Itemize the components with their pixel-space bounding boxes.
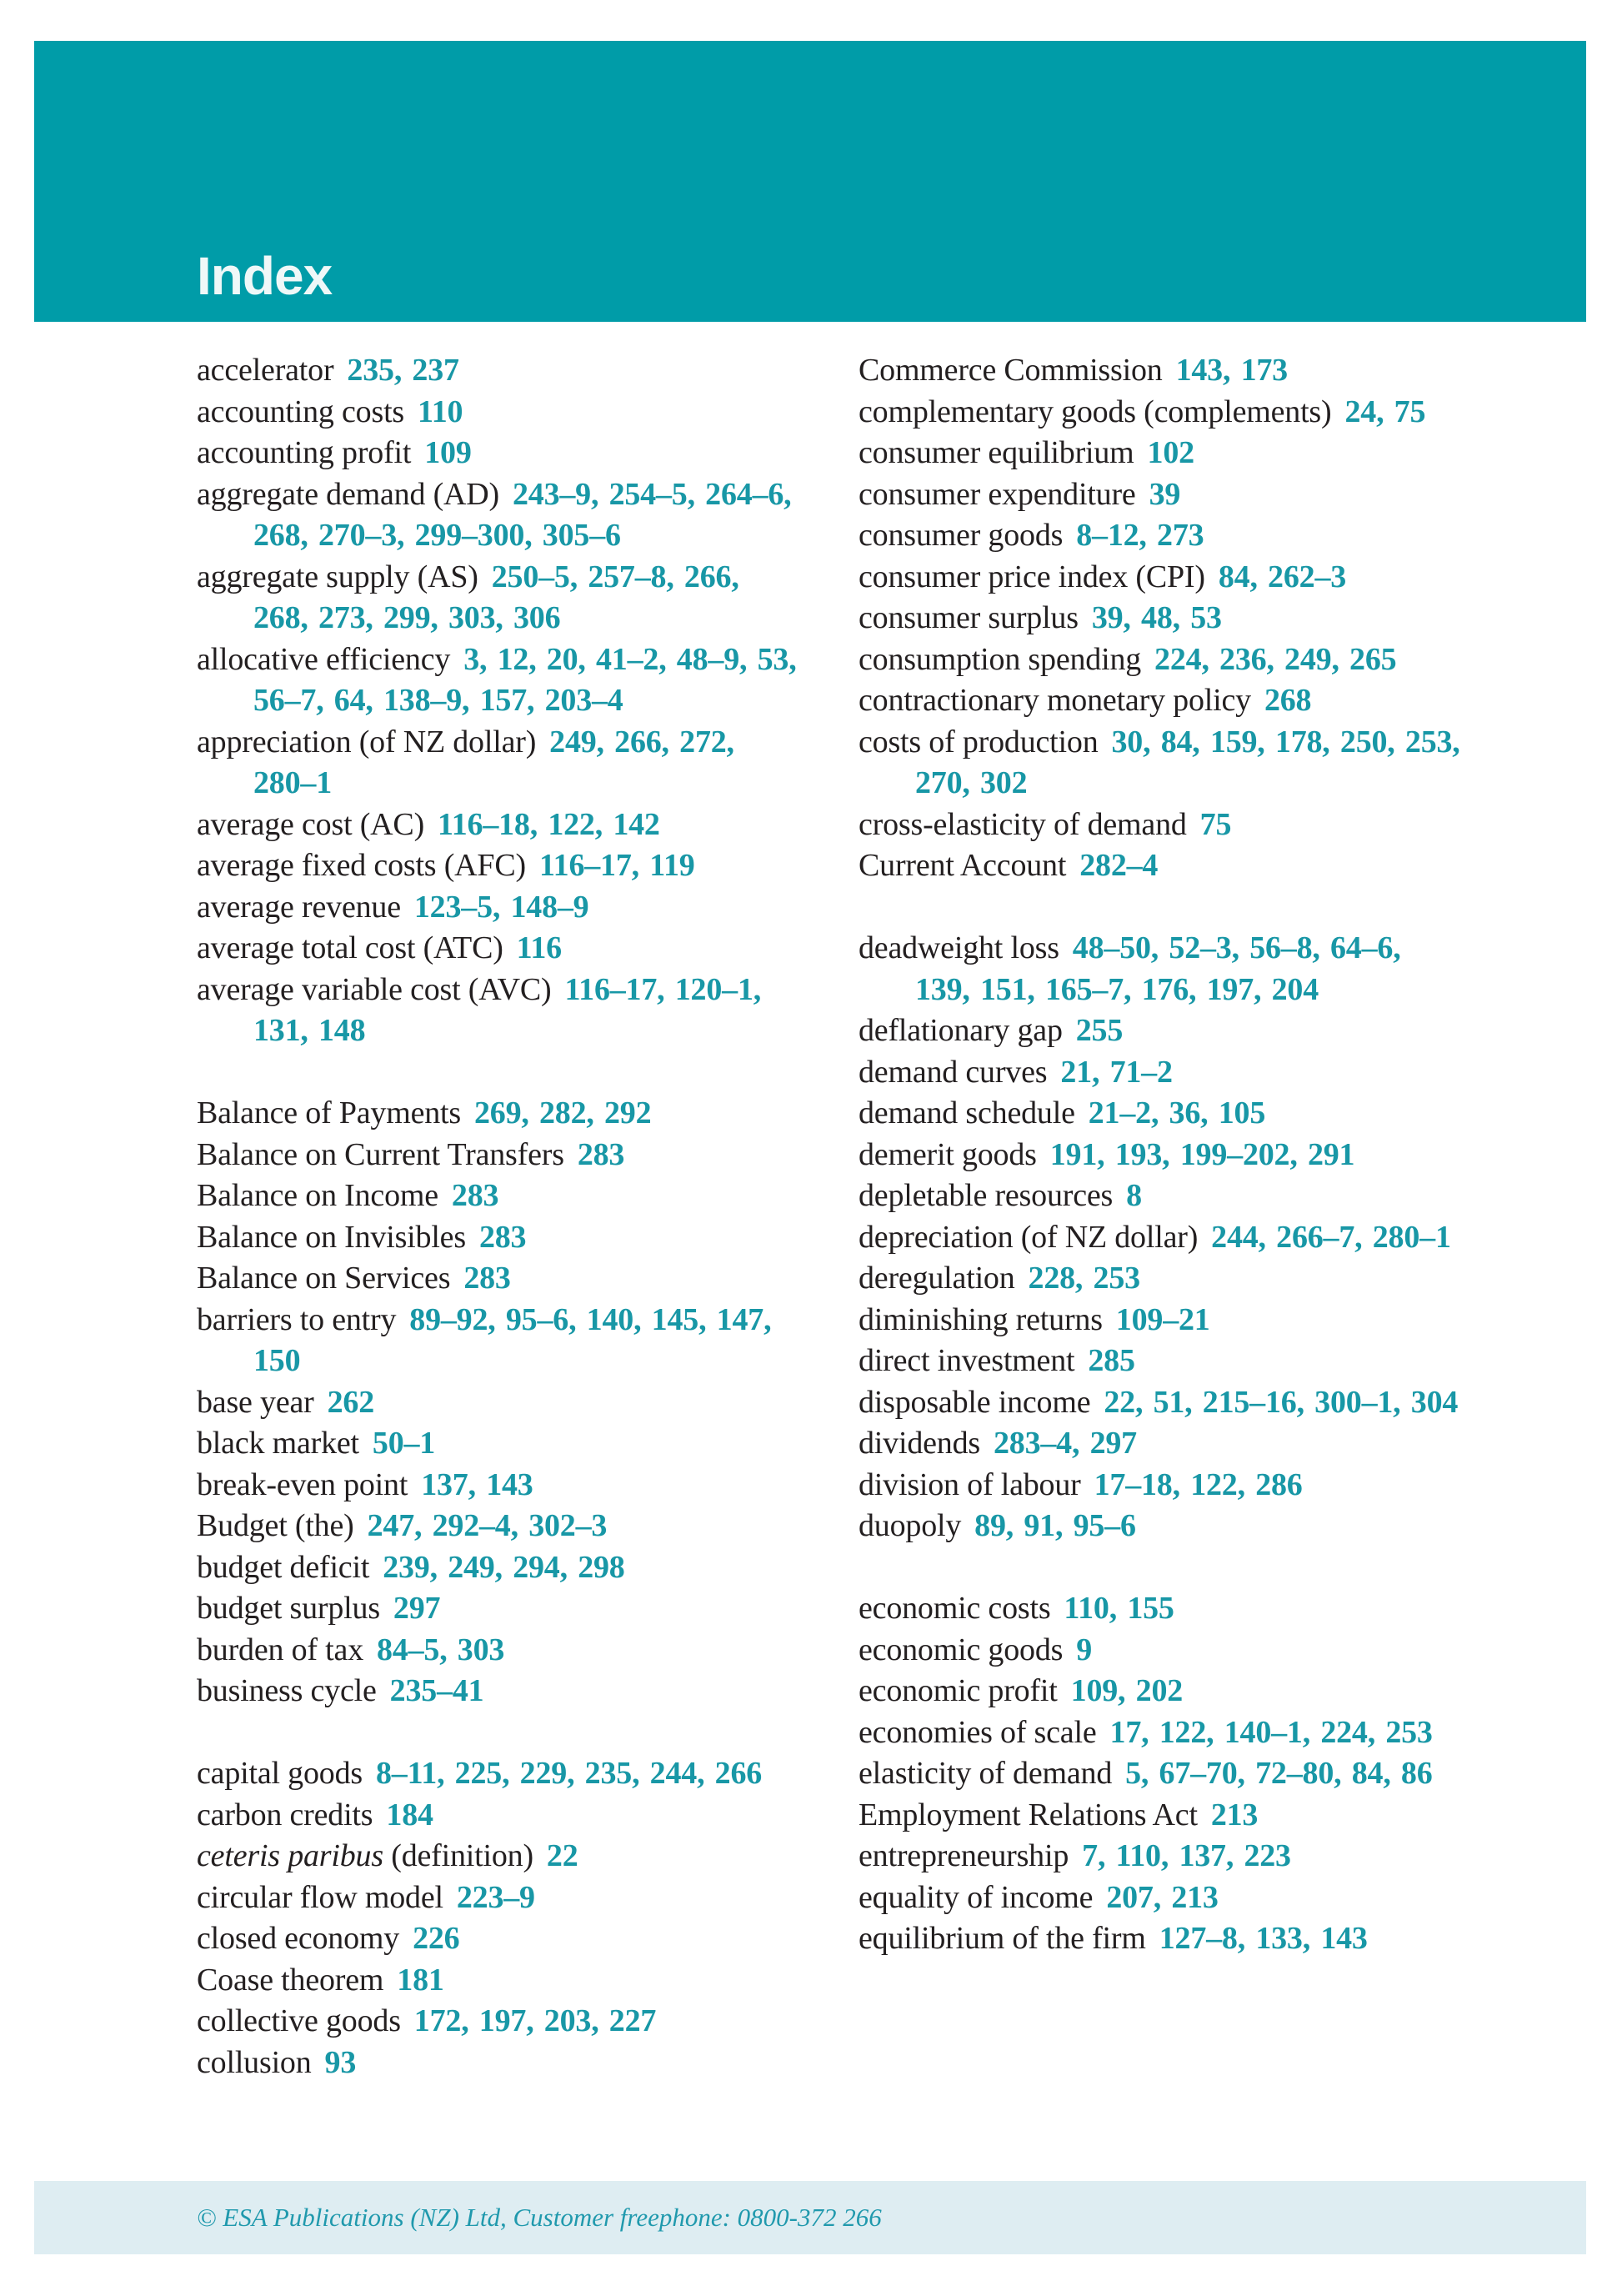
entry-pages: 110 (418, 394, 463, 429)
index-entry (859, 722, 1463, 805)
index-entry (197, 1753, 801, 1795)
index-group (859, 1588, 1463, 1960)
index-entry (859, 1217, 1463, 1259)
entry-term: average total cost (ATC) (197, 930, 503, 965)
entry-term: collusion (197, 2044, 312, 2080)
index-entry (197, 1258, 801, 1300)
index-entry (197, 1877, 801, 1919)
entry-pages: 127–8, 133, 143 (1159, 1921, 1368, 1956)
index-entry (197, 928, 801, 970)
index-entry (859, 350, 1463, 392)
entry-pages: 8–11, 225, 229, 235, 244, 266 (375, 1756, 763, 1791)
entry-pages: 39 (1149, 476, 1181, 512)
entry-pages: 8 (1126, 1178, 1142, 1213)
index-column-left (197, 350, 801, 2083)
entry-pages: 84–5, 303 (377, 1632, 505, 1667)
entry-pages: 283 (577, 1136, 625, 1172)
entry-pages: 48–50, 52–3, 56–8, 64–6, 139, 151, 165–7, 176, 197, 204 (915, 930, 1401, 1007)
entry-pages: 247, 292–4, 302–3 (367, 1508, 608, 1543)
index-entry (859, 1588, 1463, 1630)
index-entry (859, 928, 1463, 1010)
entry-pages: 75 (1199, 806, 1232, 842)
index-entry (859, 805, 1463, 846)
entry-pages: 243–9, 254–5, 264–6, 268, 270–3, 299–300, 305–6 (253, 476, 792, 553)
entry-term: capital goods (197, 1756, 363, 1791)
index-entry (197, 1093, 801, 1135)
entry-term: equality of income (859, 1879, 1094, 1915)
footer-bar (34, 2181, 1586, 2254)
entry-term: duopoly (859, 1508, 962, 1543)
entry-term: collective goods (197, 2003, 401, 2038)
index-entry (859, 1093, 1463, 1135)
entry-pages: 283 (451, 1178, 499, 1213)
entry-term: demand schedule (859, 1095, 1075, 1130)
index-entry (197, 557, 801, 639)
entry-pages: 110, 155 (1064, 1591, 1174, 1626)
entry-pages: 235, 237 (347, 353, 459, 388)
index-group (197, 1093, 801, 1712)
entry-term: Commerce Commission (859, 353, 1163, 388)
entry-pages: 282–4 (1079, 848, 1159, 883)
entry-pages: 22 (546, 1838, 578, 1873)
entry-pages: 244, 266–7, 280–1 (1211, 1219, 1451, 1255)
index-entry (859, 1753, 1463, 1795)
index-group (197, 1753, 801, 2083)
entry-term: deregulation (859, 1261, 1015, 1296)
index-entry (859, 1918, 1463, 1960)
entry-term: aggregate demand (AD) (197, 476, 499, 512)
entry-term: depreciation (of NZ dollar) (859, 1219, 1199, 1255)
entry-term: black market (197, 1426, 359, 1461)
index-entry (197, 1836, 801, 1877)
page-title: Index (197, 246, 333, 306)
index-entry (859, 1506, 1463, 1547)
index-entry (197, 1960, 801, 2002)
index-entry (859, 1630, 1463, 1672)
entry-pages: 239, 249, 294, 298 (383, 1549, 625, 1585)
entry-pages: 24, 75 (1344, 394, 1426, 429)
index-entry (197, 1382, 801, 1424)
entry-term: economic costs (859, 1591, 1051, 1626)
index-entry (859, 1258, 1463, 1300)
entry-pages: 109 (424, 435, 472, 470)
entry-pages: 7, 110, 137, 223 (1082, 1838, 1291, 1873)
entry-pages: 93 (324, 2044, 357, 2080)
entry-pages: 224, 236, 249, 265 (1154, 641, 1397, 677)
entry-term: carbon credits (197, 1797, 373, 1832)
entry-term: consumer equilibrium (859, 435, 1134, 470)
entry-pages: 172, 197, 203, 227 (413, 2003, 657, 2038)
entry-pages: 137, 143 (421, 1466, 533, 1502)
index-entry (859, 1671, 1463, 1712)
entry-pages: 5, 67–70, 72–80, 84, 86 (1125, 1756, 1433, 1791)
entry-term: consumption spending (859, 641, 1142, 677)
entry-term: consumer surplus (859, 600, 1079, 635)
entry-term: average variable cost (AVC) (197, 971, 552, 1007)
index-entry (197, 1217, 801, 1259)
entry-pages: 102 (1147, 435, 1194, 470)
entry-pages: 297 (393, 1591, 441, 1626)
index-entry (197, 1300, 801, 1382)
entry-pages: 283 (463, 1261, 511, 1296)
entry-term: business cycle (197, 1673, 377, 1708)
index-entry (197, 1135, 801, 1176)
entry-pages: 285 (1088, 1343, 1135, 1378)
entry-term: Balance on Income (197, 1178, 438, 1213)
index-entry (859, 598, 1463, 639)
entry-term: costs of production (859, 724, 1099, 759)
index-entry (197, 1918, 801, 1960)
entry-pages: 255 (1075, 1013, 1124, 1048)
entry-term: Balance of Payments (197, 1095, 461, 1130)
entry-term: division of labour (859, 1466, 1081, 1502)
entry-term: allocative efficiency (197, 641, 451, 677)
footer-text: © ESA Publications (NZ) Ltd, Customer freephone: 0800-372 266 (197, 2203, 882, 2232)
index-entry (197, 639, 801, 722)
entry-pages: 30, 84, 159, 178, 250, 253, 270, 302 (915, 724, 1460, 800)
entry-term: budget deficit (197, 1549, 370, 1585)
entry-term: break-even point (197, 1466, 408, 1502)
entry-term: deadweight loss (859, 930, 1059, 965)
entry-pages: 109–21 (1115, 1301, 1210, 1337)
entry-pages: 143, 173 (1175, 353, 1288, 388)
index-group (859, 350, 1463, 887)
index-entry (859, 474, 1463, 516)
entry-pages: 184 (386, 1797, 433, 1832)
entry-term: Balance on Current Transfers (197, 1136, 564, 1172)
index-entry (197, 845, 801, 887)
index-entry (197, 1588, 801, 1630)
index-entry (859, 1836, 1463, 1877)
entry-term: Balance on Invisibles (197, 1219, 466, 1255)
entry-term: direct investment (859, 1343, 1075, 1378)
entry-term: barriers to entry (197, 1301, 397, 1337)
index-entry (859, 433, 1463, 474)
index-entry (197, 392, 801, 434)
entry-pages: 9 (1076, 1632, 1093, 1667)
index-entry (197, 805, 801, 846)
entry-term: equilibrium of the firm (859, 1921, 1146, 1956)
entry-term: ceteris paribus (definition) (197, 1838, 533, 1873)
entry-pages: 207, 213 (1106, 1879, 1219, 1915)
entry-pages: 22, 51, 215–16, 300–1, 304 (1104, 1384, 1459, 1420)
entry-pages: 17, 122, 140–1, 224, 253 (1109, 1714, 1433, 1750)
entry-term: Coase theorem (197, 1962, 384, 1998)
index-column-right (859, 350, 1463, 1960)
index-entry (859, 680, 1463, 722)
entry-term: economies of scale (859, 1714, 1097, 1750)
entry-pages: 235–41 (389, 1673, 484, 1708)
entry-pages: 249, 266, 272, 280–1 (253, 724, 734, 800)
entry-term: diminishing returns (859, 1301, 1103, 1337)
index-entry (197, 1506, 801, 1547)
entry-pages: 262 (327, 1384, 375, 1420)
entry-pages: 269, 282, 292 (474, 1095, 652, 1130)
entry-pages: 181 (397, 1962, 444, 1998)
entry-term: economic goods (859, 1632, 1064, 1667)
index-entry (197, 1465, 801, 1506)
entry-pages: 213 (1210, 1797, 1259, 1832)
entry-term: demerit goods (859, 1136, 1037, 1172)
entry-pages: 283 (478, 1219, 527, 1255)
entry-pages: 268 (1264, 683, 1312, 718)
entry-pages: 116–17, 120–1, 131, 148 (253, 971, 762, 1048)
entry-term: deflationary gap (859, 1013, 1063, 1048)
index-entry (859, 1877, 1463, 1919)
entry-term: accounting costs (197, 394, 405, 429)
entry-term: average fixed costs (AFC) (197, 848, 526, 883)
index-entry (197, 2001, 801, 2043)
entry-pages: 226 (413, 1921, 460, 1956)
index-entry (859, 1465, 1463, 1506)
index-entry (197, 1176, 801, 1217)
entry-pages: 8–12, 273 (1076, 518, 1204, 553)
entry-term: demand curves (859, 1054, 1048, 1090)
entry-pages: 109, 202 (1070, 1673, 1184, 1708)
index-entry (197, 350, 801, 392)
entry-term: Employment Relations Act (859, 1797, 1198, 1832)
entry-pages: 89–92, 95–6, 140, 145, 147, 150 (253, 1301, 772, 1378)
entry-pages: 3, 12, 20, 41–2, 48–9, 53, 56–7, 64, 138–9, 157, 203–4 (253, 641, 797, 718)
entry-term: closed economy (197, 1921, 400, 1956)
index-entry (859, 1341, 1463, 1382)
entry-term: depletable resources (859, 1178, 1114, 1213)
index-entry (859, 1135, 1463, 1176)
index-entry (859, 1176, 1463, 1217)
entry-term: dividends (859, 1426, 980, 1461)
entry-term: consumer price index (CPI) (859, 559, 1205, 594)
index-entry (197, 474, 801, 557)
index-group (197, 350, 801, 1052)
index-entry (197, 2043, 801, 2084)
entry-term: appreciation (of NZ dollar) (197, 724, 537, 759)
index-entry (859, 1300, 1463, 1341)
entry-term: budget surplus (197, 1591, 380, 1626)
index-entry (197, 1671, 801, 1712)
entry-term: economic profit (859, 1673, 1058, 1708)
entry-term: average revenue (197, 889, 401, 925)
index-entry (197, 1795, 801, 1837)
index-entry (197, 433, 801, 474)
entry-term: base year (197, 1384, 314, 1420)
entry-pages: 223–9 (456, 1879, 535, 1915)
index-entry (197, 970, 801, 1052)
index-entry (859, 1712, 1463, 1754)
entry-term: average cost (AC) (197, 806, 425, 842)
index-entry (859, 845, 1463, 887)
entry-term: consumer expenditure (859, 476, 1136, 512)
index-entry (197, 1547, 801, 1589)
index-entry (859, 1382, 1463, 1424)
entry-pages: 21–2, 36, 105 (1088, 1095, 1266, 1130)
index-entry (859, 557, 1463, 599)
entry-term: contractionary monetary policy (859, 683, 1251, 718)
index-entry (859, 1010, 1463, 1052)
entry-term: accounting profit (197, 435, 412, 470)
index-entry (859, 392, 1463, 434)
entry-pages: 123–5, 148–9 (413, 889, 589, 925)
index-entry (197, 722, 801, 805)
entry-pages: 283–4, 297 (993, 1426, 1137, 1461)
entry-pages: 84, 262–3 (1218, 559, 1347, 594)
entry-term: cross-elasticity of demand (859, 806, 1187, 842)
entry-pages: 116–18, 122, 142 (438, 806, 660, 842)
entry-term: Budget (the) (197, 1508, 354, 1543)
entry-pages: 191, 193, 199–202, 291 (1049, 1136, 1355, 1172)
entry-pages: 50–1 (372, 1426, 436, 1461)
index-entry (859, 1795, 1463, 1837)
index-entry (859, 1052, 1463, 1094)
index-group (859, 928, 1463, 1547)
index-entry (197, 887, 801, 929)
entry-term: Current Account (859, 848, 1067, 883)
entry-term: consumer goods (859, 518, 1064, 553)
entry-term: circular flow model (197, 1879, 443, 1915)
header-band (34, 41, 1586, 322)
entry-term: disposable income (859, 1384, 1091, 1420)
entry-pages: 17–18, 122, 286 (1094, 1466, 1303, 1502)
index-entry (197, 1630, 801, 1672)
entry-pages: 116–17, 119 (538, 848, 695, 883)
entry-pages: 116 (516, 930, 562, 965)
entry-term: burden of tax (197, 1632, 363, 1667)
entry-term: elasticity of demand (859, 1756, 1113, 1791)
entry-pages: 21, 71–2 (1060, 1054, 1173, 1090)
index-entry (859, 639, 1463, 681)
entry-term: complementary goods (complements) (859, 394, 1332, 429)
entry-term: aggregate supply (AS) (197, 559, 478, 594)
entry-pages: 228, 253 (1028, 1261, 1140, 1296)
index-entry (859, 1423, 1463, 1465)
entry-term: Balance on Services (197, 1261, 451, 1296)
entry-term: entrepreneurship (859, 1838, 1069, 1873)
entry-pages: 250–5, 257–8, 266, 268, 273, 299, 303, 306 (253, 559, 739, 635)
entry-term: accelerator (197, 353, 334, 388)
entry-pages: 39, 48, 53 (1091, 600, 1222, 635)
index-entry (859, 515, 1463, 557)
entry-pages: 89, 91, 95–6 (974, 1508, 1136, 1543)
index-entry (197, 1423, 801, 1465)
